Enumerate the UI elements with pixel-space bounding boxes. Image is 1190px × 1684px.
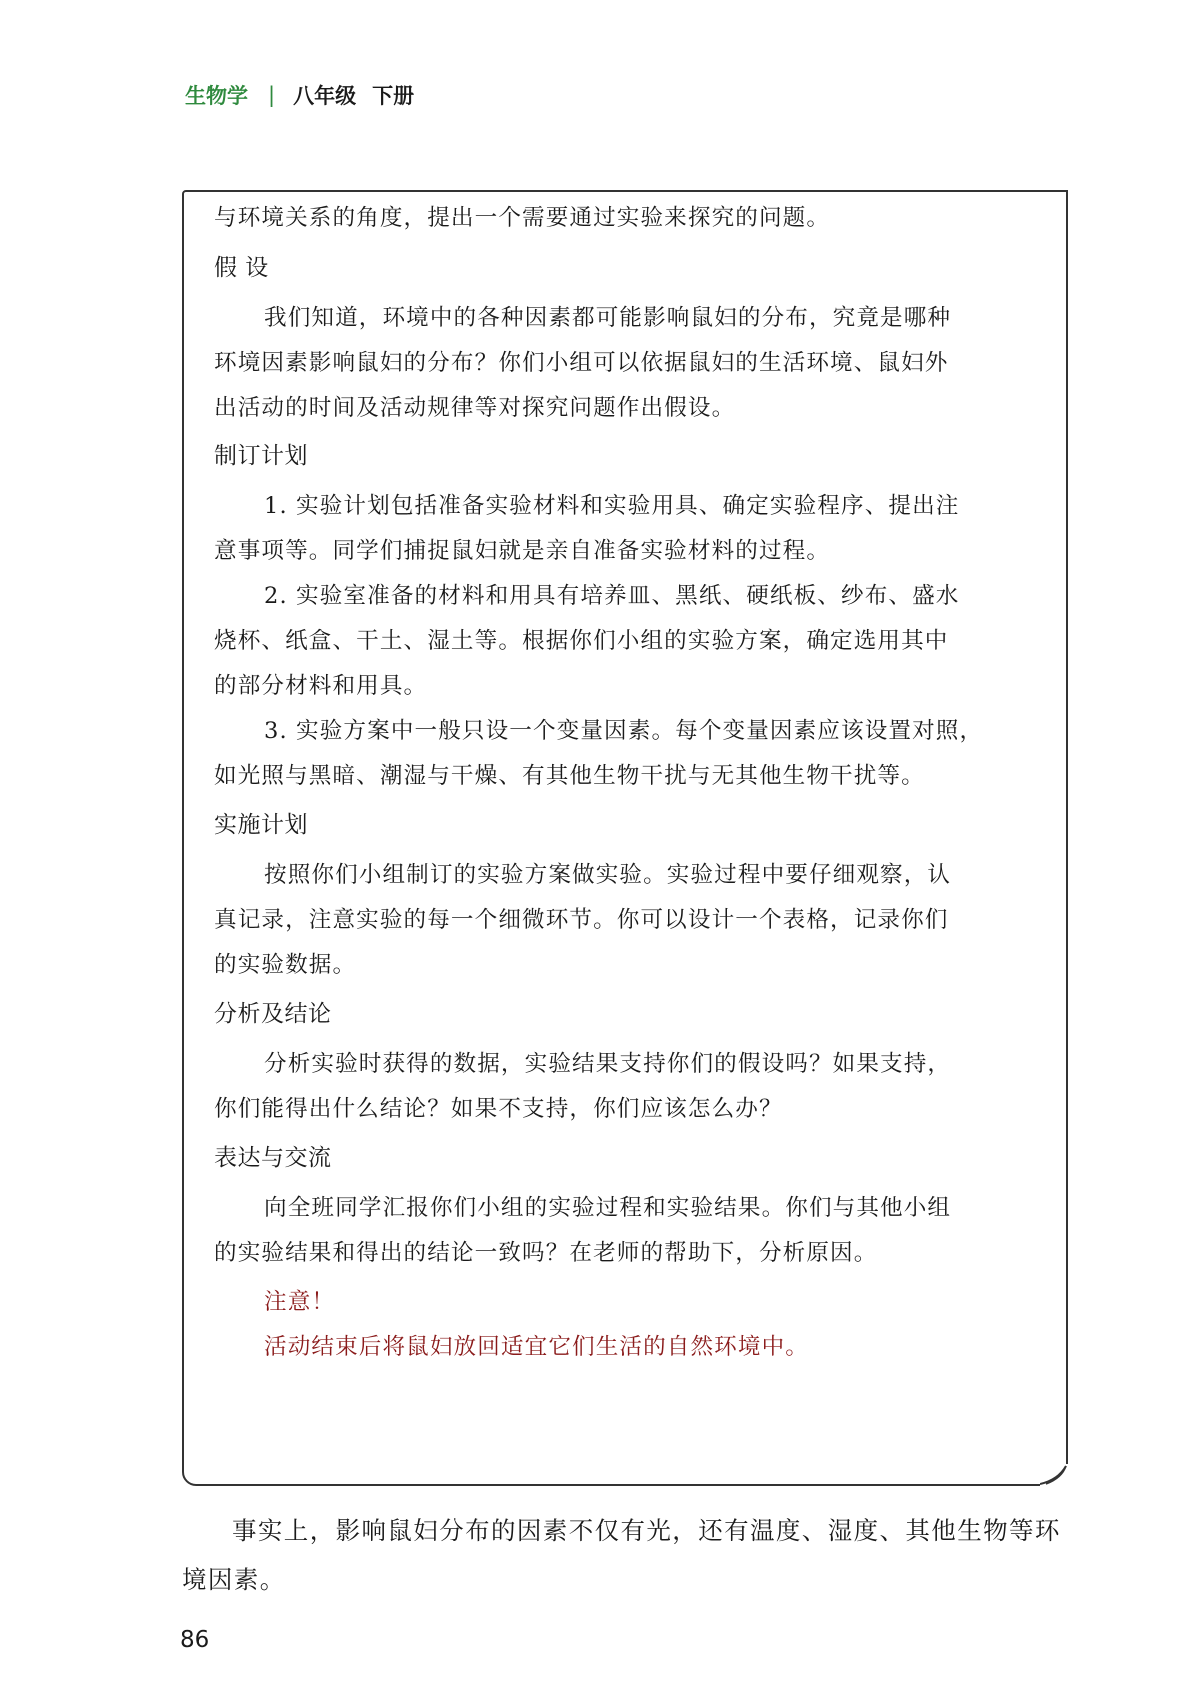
running-header [185, 80, 414, 110]
plan-item1-line: 1. 实验计划包括准备实验材料和实验用具、确定实验程序、提出注 [264, 493, 960, 519]
plan-item3-line: 如光照与黑暗、潮湿与干燥、有其他生物干扰与无其他生物干扰等。 [214, 763, 925, 789]
implement-line: 按照你们小组制订的实验方案做实验。实验过程中要仔细观察，认 [264, 862, 952, 888]
plan-item2-line: 烧杯、纸盒、干土、湿土等。根据你们小组的实验方案，确定选用其中 [214, 628, 949, 654]
heading-plan: 制订计划 [214, 443, 308, 469]
note-text: 活动结束后将鼠妇放回适宜它们生活的自然环境中。 [264, 1334, 809, 1360]
plan-item1-line: 意事项等。同学们捕捉鼠妇就是亲自准备实验材料的过程。 [214, 538, 831, 564]
hypothesis-line: 我们知道，环境中的各种因素都可能影响鼠妇的分布，究竟是哪种 [264, 305, 952, 331]
grade-label: 八年级 [293, 84, 357, 108]
page-number: 86 [180, 1627, 210, 1653]
plan-item2-line: 的部分材料和用具。 [214, 673, 428, 699]
hypothesis-line: 环境因素影响鼠妇的分布？你们小组可以依据鼠妇的生活环境、鼠妇外 [214, 350, 949, 376]
communication-line: 的实验结果和得出的结论一致吗？在老师的帮助下，分析原因。 [214, 1240, 878, 1266]
heading-hypothesis: 假 设 [214, 255, 269, 281]
plan-item2-line: 2. 实验室准备的材料和用具有培养皿、黑纸、硬纸板、纱布、盛水 [264, 583, 960, 609]
note-title: 注意！ [264, 1289, 336, 1315]
heading-communication: 表达与交流 [214, 1145, 332, 1171]
page-curl-corner [1040, 1464, 1068, 1486]
intro-line: 与环境关系的角度，提出一个需要通过实验来探究的问题。 [214, 205, 831, 231]
body-paragraph-line: 事实上，影响鼠妇分布的因素不仅有光，还有温度、湿度、其他生物等环 [232, 1516, 1061, 1545]
analysis-line: 分析实验时获得的数据，实验结果支持你们的假设吗？如果支持， [264, 1051, 952, 1077]
volume-label: 下册 [372, 84, 415, 108]
body-paragraph-line: 境因素。 [182, 1565, 286, 1594]
heading-implement: 实施计划 [214, 812, 308, 838]
heading-analysis: 分析及结论 [214, 1001, 332, 1027]
analysis-line: 你们能得出什么结论？如果不支持，你们应该怎么办？ [214, 1096, 783, 1122]
implement-line: 的实验数据。 [214, 952, 357, 978]
communication-line: 向全班同学汇报你们小组的实验过程和实验结果。你们与其他小组 [264, 1195, 952, 1221]
hypothesis-line: 出活动的时间及活动规律等对探究问题作出假设。 [214, 395, 736, 421]
book-title: 生物学 [185, 84, 248, 108]
header-separator: | [268, 83, 276, 107]
plan-item3-line: 3. 实验方案中一般只设一个变量因素。每个变量因素应该设置对照， [264, 718, 984, 744]
implement-line: 真记录，注意实验的每一个细微环节。你可以设计一个表格，记录你们 [214, 907, 949, 933]
